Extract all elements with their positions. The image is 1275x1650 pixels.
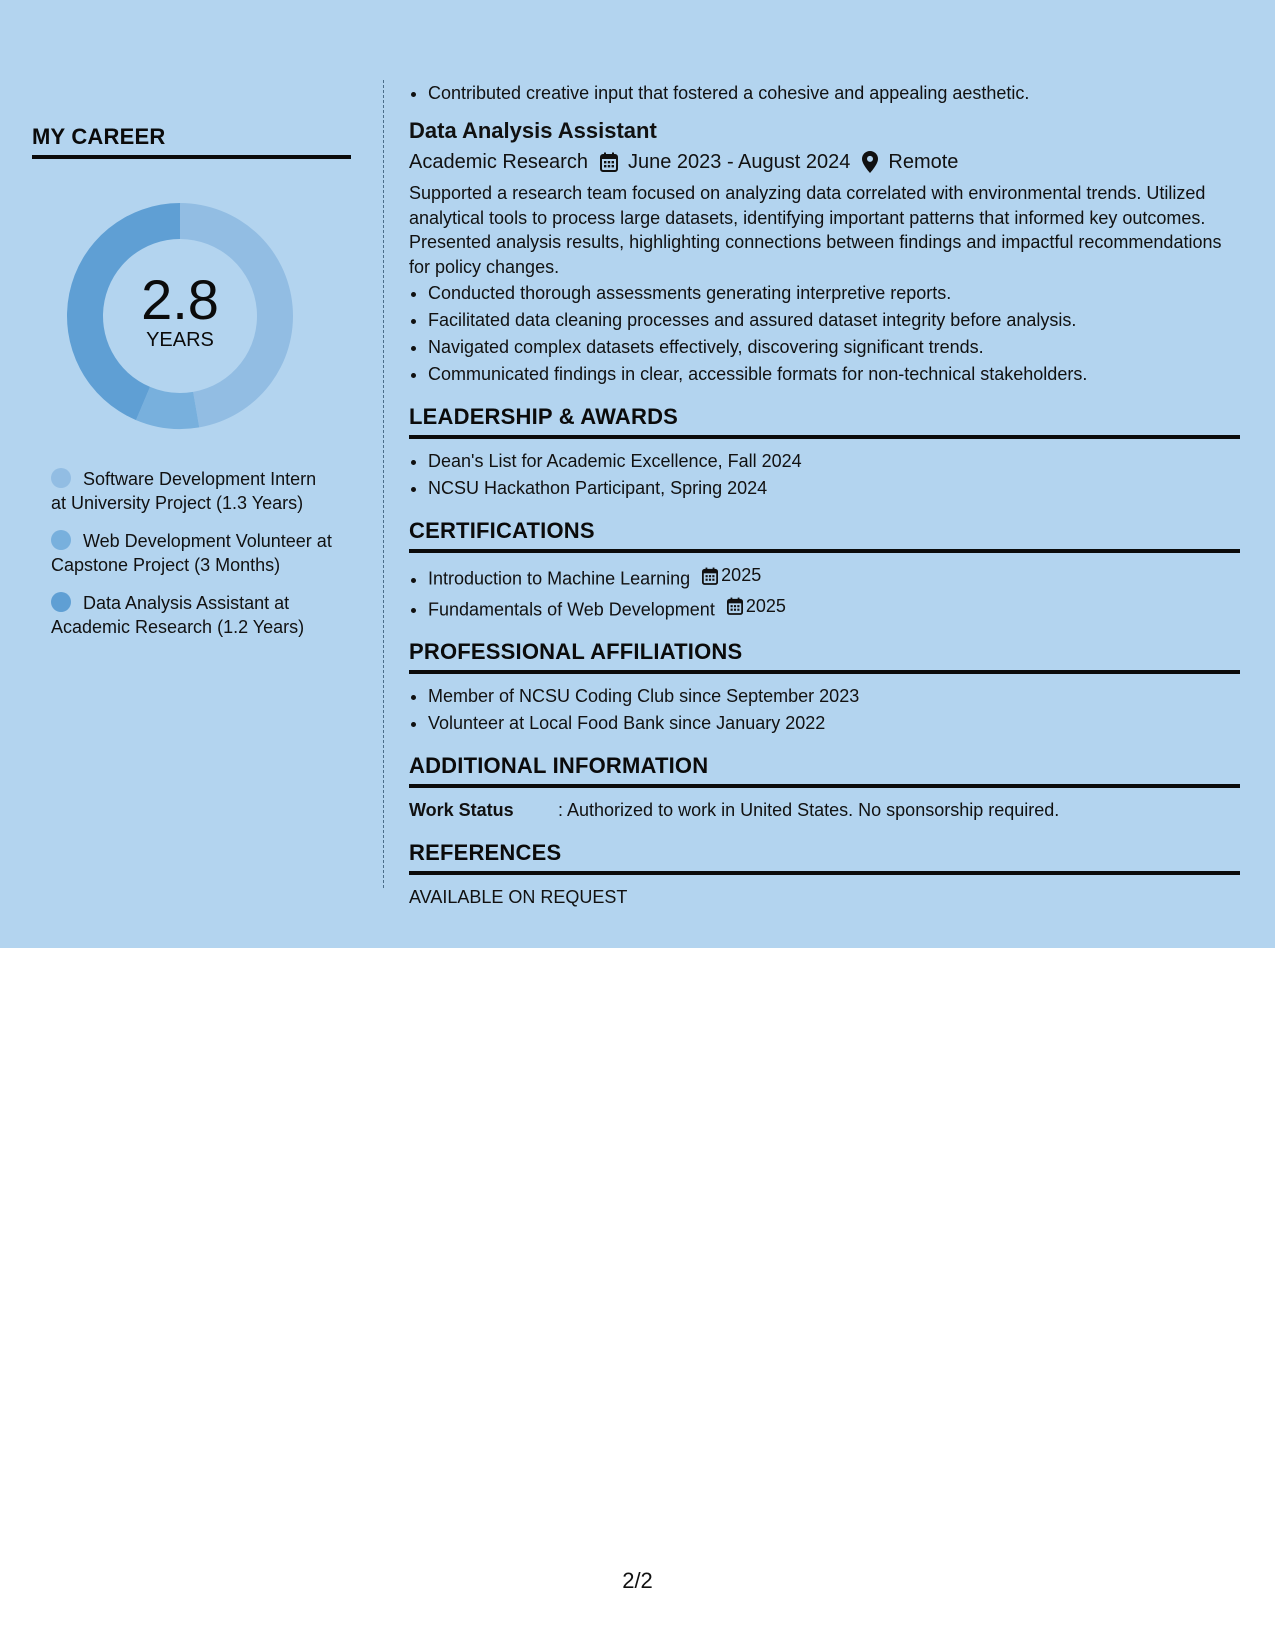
column-divider <box>383 80 384 888</box>
career-sidebar <box>32 124 351 653</box>
list-item: • Communicated findings in clear, accessible formats for non-technical stakeholders. <box>428 361 1240 388</box>
total-years-value: 2.8 <box>141 268 219 331</box>
calendar-icon <box>727 597 743 615</box>
list-item <box>428 593 1240 624</box>
legend-dot-icon <box>51 468 71 488</box>
certifications-section-title: CERTIFICATIONS <box>409 518 1240 553</box>
references-section <box>409 840 1240 911</box>
additional-info-section <box>409 753 1240 824</box>
list-item <box>428 562 1240 593</box>
carryover-bullets <box>409 80 1240 107</box>
certification-year: 2025 <box>721 565 762 585</box>
list-item: • Facilitated data cleaning processes and assured dataset integrity before analysis. <box>428 307 1240 334</box>
list-item: • Navigated complex datasets effectively, discovering significant trends. <box>428 334 1240 361</box>
leadership-list <box>409 448 1240 502</box>
job-dates: June 2023 - August 2024 <box>627 151 851 173</box>
calendar-icon <box>600 152 618 172</box>
career-donut-chart <box>65 201 295 431</box>
legend-dot-icon <box>51 592 71 612</box>
legend-item <box>51 467 336 515</box>
list-item: • Dean's List for Academic Excellence, Fall 2024 <box>428 448 1240 475</box>
list-item: • Volunteer at Local Food Bank since January 2022 <box>428 710 1240 737</box>
job-description: Supported a research team focused on analyzing data correlated with environmental trends. Utilized analytical tools to process large datasets, identifying important patterns that informed key outcomes. Presented analysis results, highlighting connections between findings and impactful recommendations for policy changes. <box>409 183 1222 277</box>
affiliations-section-title: PROFESSIONAL AFFILIATIONS <box>409 639 1240 674</box>
certification-name: Fundamentals of Web Development <box>428 599 715 619</box>
certifications-list <box>409 562 1240 623</box>
job-location: Remote <box>888 151 959 173</box>
map-pin-icon <box>862 151 878 173</box>
career-legend <box>51 467 336 639</box>
affiliations-list <box>409 683 1240 737</box>
list-item: • Conducted thorough assessments generating interpretive reports. <box>428 280 1240 307</box>
page-number: 2/2 <box>622 1568 653 1593</box>
work-status-value: : Authorized to work in United States. No sponsorship required. <box>558 800 1060 820</box>
donut-center <box>65 201 295 431</box>
list-item: • NCSU Hackathon Participant, Spring 2024 <box>428 475 1240 502</box>
work-status-row <box>409 797 1240 824</box>
additional-info-section-title: ADDITIONAL INFORMATION <box>409 753 1240 788</box>
list-item: • Member of NCSU Coding Club since September 2023 <box>428 683 1240 710</box>
certifications-section <box>409 518 1240 623</box>
main-content <box>409 80 1240 911</box>
job-company: Academic Research <box>409 151 588 173</box>
legend-label: Software Development Intern at University Project (1.3 Years) <box>51 469 317 513</box>
legend-item <box>51 529 336 577</box>
work-status-label: Work Status <box>409 800 514 820</box>
legend-item <box>51 591 336 639</box>
total-years-unit: YEARS <box>146 329 214 351</box>
certification-year: 2025 <box>745 595 786 616</box>
references-text: AVAILABLE ON REQUEST <box>409 887 628 907</box>
certification-name: Introduction to Machine Learning <box>428 568 691 589</box>
leadership-section-title: LEADERSHIP & AWARDS <box>409 404 1240 439</box>
calendar-icon <box>702 567 718 585</box>
list-item: • Contributed creative input that fostered a cohesive and appealing aesthetic. <box>428 80 1240 107</box>
leadership-section <box>409 404 1240 502</box>
references-section-title: REFERENCES <box>409 840 1240 875</box>
legend-label: Web Development Volunteer at Capstone Project (3 Months) <box>51 531 332 575</box>
legend-label: Data Analysis Assistant at Academic Research (1.2 Years) <box>51 593 305 637</box>
career-section-title: MY CAREER <box>32 124 351 159</box>
legend-dot-icon <box>51 530 71 550</box>
job-bullets <box>409 280 1240 388</box>
job-title: Data Analysis Assistant <box>409 118 657 143</box>
job-meta <box>409 147 1240 177</box>
affiliations-section <box>409 639 1240 737</box>
